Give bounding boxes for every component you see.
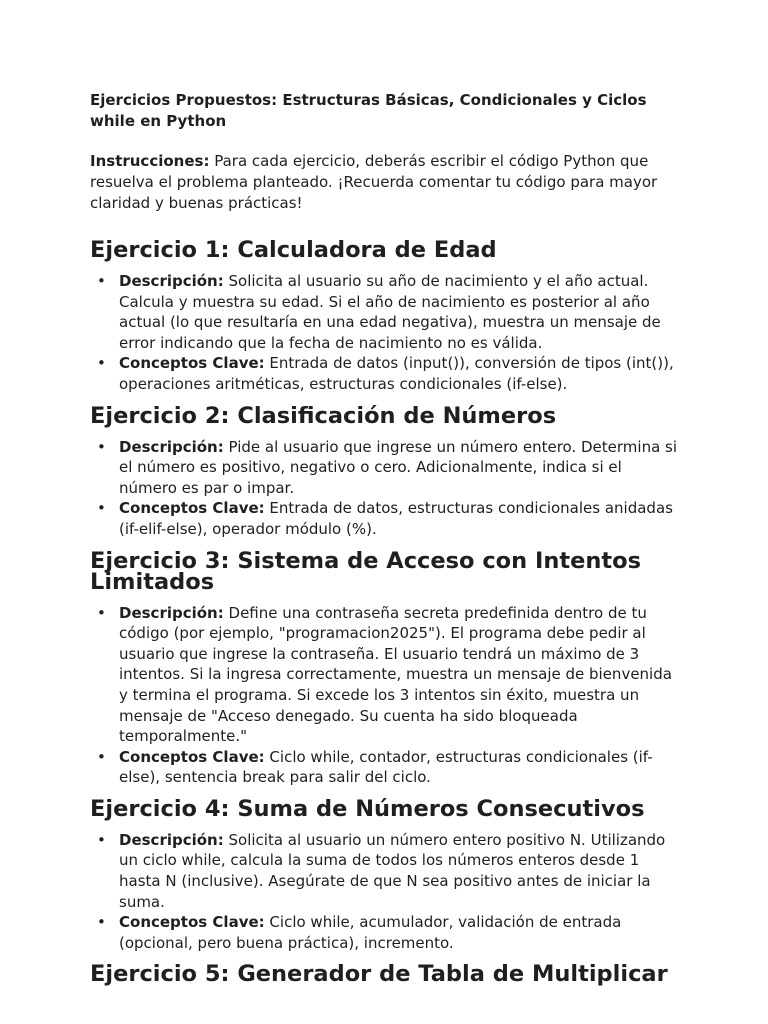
bullet-icon: •	[97, 354, 106, 373]
concepts-item	[90, 912, 680, 953]
description-label: Descripción:	[119, 830, 224, 849]
instructions-label: Instrucciones:	[90, 152, 210, 170]
concepts-item	[90, 747, 680, 788]
description-label: Descripción:	[119, 437, 224, 456]
concepts-label: Conceptos Clave:	[119, 913, 265, 932]
document-title: Ejercicios Propuestos: Estructuras Básicas, Condicionales y Ciclos while en Python	[90, 91, 647, 130]
concepts-text: Ciclo while, contador, estructuras condicionales (if-else), sentencia break para salir del ciclo.	[119, 747, 653, 787]
description-text: Define una contraseña secreta predefinida dentro de tu código (por ejemplo, "programacion2025"). El programa debe pedir al usuario que ingrese la contraseña. El usuario tendrá un máximo de 3 intentos. Si la ingresa correctamente, muestra un mensaje de bienvenida y termina el programa. Si excede los 3 intentos sin éxito, muestra un mensaje de "Acceso denegado. Su cuenta ha sido bloqueada temporalmente."	[119, 603, 672, 746]
bullet-icon: •	[97, 747, 106, 766]
bullet-icon: •	[97, 603, 106, 622]
bullet-icon: •	[97, 913, 106, 932]
bullet-icon: •	[97, 830, 106, 849]
description-item	[90, 603, 680, 747]
exercise-bullets	[90, 830, 680, 954]
description-text: Solicita al usuario un número entero positivo N. Utilizando un ciclo while, calcula la suma de todos los números enteros desde 1 hasta N (inclusive). Asegúrate de que N sea positivo antes de iniciar la suma.	[119, 830, 666, 911]
description-label: Descripción:	[119, 603, 224, 622]
description-item	[90, 271, 680, 353]
bullet-icon: •	[97, 437, 106, 456]
concepts-item	[90, 498, 680, 539]
exercise-1	[90, 237, 680, 395]
concepts-label: Conceptos Clave:	[119, 747, 265, 766]
exercise-title: Ejercicio 5: Generador de Tabla de Multiplicar	[90, 961, 668, 988]
exercise-title: Ejercicio 1: Calculadora de Edad	[90, 237, 497, 263]
exercise-2	[90, 402, 680, 540]
exercise-bullets	[90, 603, 680, 788]
bullet-icon: •	[97, 499, 106, 518]
bullet-icon: •	[97, 272, 106, 290]
concepts-text: Entrada de datos (input()), conversión de tipos (int()), operaciones aritméticas, estructuras condicionales (if-else).	[119, 354, 674, 393]
instructions-paragraph	[90, 151, 680, 214]
concepts-text: Entrada de datos, estructuras condicionales anidadas (if-elif-else), operador módulo (%).	[119, 499, 673, 538]
exercise-title: Ejercicio 3: Sistema de Acceso con Intentos Limitados	[90, 547, 642, 595]
description-text: Pide al usuario que ingrese un número entero. Determina si el número es positivo, negativo o cero. Adicionalmente, indica si el número es par o impar.	[119, 437, 678, 497]
exercise-title: Ejercicio 2: Clasificación de Números	[90, 402, 557, 429]
exercise-3	[90, 547, 680, 788]
exercise-4	[90, 795, 680, 954]
exercise-5	[90, 961, 680, 988]
exercise-bullets	[90, 437, 680, 540]
concepts-label: Conceptos Clave:	[119, 499, 265, 518]
exercise-bullets	[90, 271, 680, 395]
description-item	[90, 830, 680, 912]
instructions-text: Para cada ejercicio, deberás escribir el código Python que resuelva el problema planteado. ¡Recuerda comentar tu código para mayor claridad y buenas prácticas!	[90, 152, 658, 212]
concepts-label: Conceptos Clave:	[119, 354, 265, 373]
description-label: Descripción:	[119, 272, 224, 290]
concepts-item	[90, 353, 680, 394]
exercise-title: Ejercicio 4: Suma de Números Consecutivos	[90, 795, 645, 822]
description-text: Solicita al usuario su año de nacimiento y el año actual. Calcula y muestra su edad. Si el año de nacimiento es posterior al año actual (lo que resultaría en una edad negativa), muestra un mensaje de error indicando que la fecha de nacimiento no es válida.	[119, 272, 661, 352]
concepts-text: Ciclo while, acumulador, validación de entrada (opcional, pero buena práctica), incremento.	[119, 913, 622, 952]
description-item	[90, 437, 680, 499]
